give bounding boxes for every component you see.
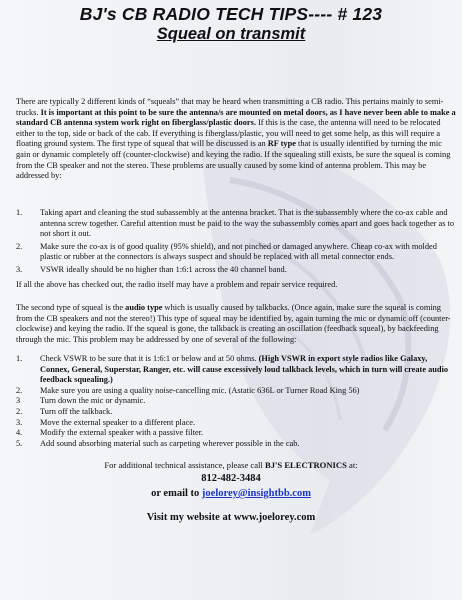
- middle-paragraph: If all the above has checked out, the radio itself may have a problem and repair service required.: [16, 280, 338, 289]
- page-title: BJ's CB RADIO TECH TIPS---- # 123: [79, 4, 383, 24]
- audio-fix-list: [16, 354, 456, 449]
- intro-text-c: If this is the case, the antenna will need to be relocated either to the top, side or back of the cab. If everything is fiberglass/plastic, you will need to get some help, as this will require a floating ground system. The first type of squeal that will be discussed is an: [16, 118, 441, 149]
- list-item: 3 Turn down the mic or dynamic.: [16, 396, 146, 406]
- intro-text-a: There are typically 2 different kinds of “squeals” that may be heard when transmitting a CB radio. This pertains mainly to semi-trucks.: [16, 97, 444, 117]
- audio-type-label: audio type: [125, 303, 163, 312]
- intro-text-e: that is usually identified by turning the mic gain or dynamic completely off (counter-clockwise) and keying the radio. If the squealing still exists, be sure the squeal is coming from the CB speaker and not the stereo. These problems are usually caused by some kind of antenna problem. This may be addressed by:: [16, 139, 451, 181]
- phone-number: 812-482-3484: [201, 473, 261, 484]
- page-subtitle: Squeal on transmit: [156, 25, 306, 43]
- audio-paragraph: The second type of squeal is the audio type which is usually caused by talkbacks. (Once again, make sure the squeal is coming from the CB speakers and not the stereo!) This type of squeal may be identified by, again turning the mic or dynamic off (counter-clockwise) and keying the radio. If the squeal is gone, the talkback is creating an oscillation (feedback squeal), by backfeeding through the mic. This problem may be addressed by one of several of the following:: [16, 303, 451, 344]
- list-item: 2. Turn off the talkback.: [16, 406, 113, 416]
- intro-text-b: It is important at this point to be sure the antenna/s are mounted on metal doors, as I have never been able to make a standard CB antenna system work right on fiberglass/plastic doors.: [16, 107, 456, 128]
- intro-text-rf: RF type: [267, 139, 296, 149]
- rf-fix-list: [16, 208, 456, 276]
- intro-paragraph: [16, 97, 456, 182]
- email-line: or email to joelorey@insightbb.com: [151, 488, 311, 499]
- list-item: 3. VSWR ideally should be no higher than 1:6:1 across the 40 channel band.: [16, 264, 287, 274]
- list-item: 1. Check VSWR to be sure that it is 1:6:1 or below and at 50 ohms. (High VSWR in export style radios like Galaxy, Connex, General, Superstar, Ranger, etc. will cause excessively loud talkback levels, which in turn will create audio feedback squealing.): [16, 354, 449, 385]
- assistance-line: For additional technical assistance, please call BJ'S ELECTRONICS at:: [104, 460, 358, 470]
- website-line[interactable]: Visit my website at www.joelorey.com: [146, 512, 316, 523]
- list-item: 4. Modify the external speaker with a passive filter.: [16, 428, 204, 438]
- list-item: 5. Add sound absorbing material such as carpeting wherever possible in the cab.: [16, 438, 300, 448]
- email-link[interactable]: joelorey@insightbb.com: [201, 488, 311, 499]
- list-item: 3. Move the external speaker to a different place.: [16, 417, 196, 427]
- list-item: 2. Make sure the co-ax is of good quality (95% shield), and not pinched or damaged anywhere. Cheap co-ax with molded plastic or rubber at the connectors is always suspect and should be replaced with all metal connector ends.: [16, 241, 437, 262]
- list-item: 2. Make sure you are using a quality noise-cancelling mic. (Astatic 636L or Turner Road King 56): [16, 385, 360, 395]
- list-item: 1. Taking apart and cleaning the stud subassembly at the antenna bracket. That is the subassembly where the co-ax cable and antenna screw together. Careful attention must be paid to the way the subassembly comes apart and goes back together as to not short it out.: [16, 208, 455, 239]
